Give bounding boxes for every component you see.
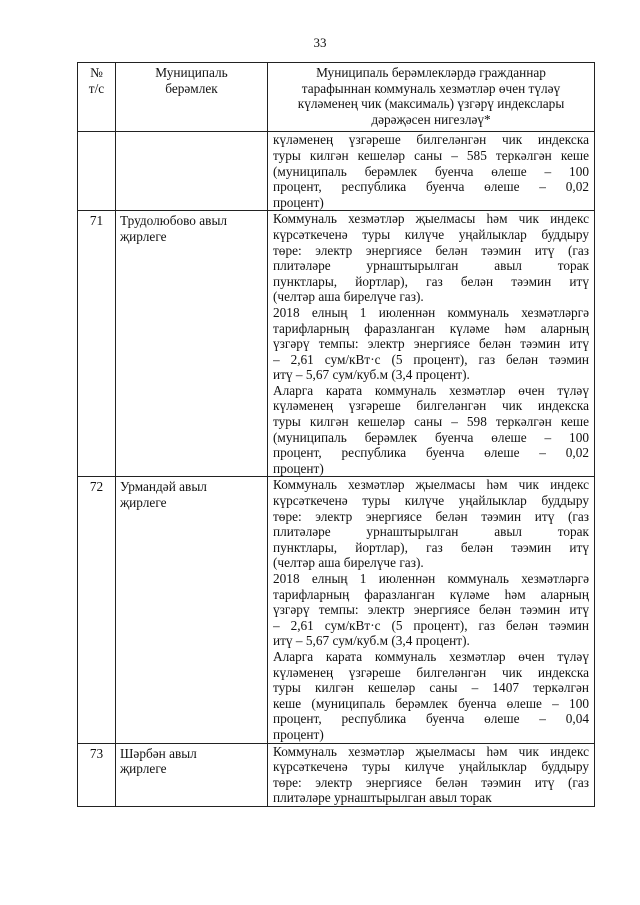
basis-text: [268, 743, 595, 806]
basis-text-line: күләменең үзгәреше билгеләнгән чик индекска: [273, 398, 589, 414]
basis-text-line: пунктлары, йортлар), газ белән тәэмин итү: [273, 539, 589, 555]
table-row: [78, 211, 595, 477]
basis-text-line: итү – 5,67 сум/куб.м (3,4 процент).: [273, 367, 470, 383]
table-row: [78, 132, 595, 211]
basis-text-line: туры килгән кешеләр саны – 598 теркәлгән кеше: [273, 414, 589, 430]
basis-text-line: (челтәр аша бирелүче газ).: [273, 289, 424, 305]
table-row: [78, 743, 595, 806]
basis-text-line: (муниципаль берәмлек буенча өлеше – 100: [273, 429, 589, 445]
row-number: 73: [78, 743, 116, 806]
municipality-table: [77, 62, 595, 807]
table-row: [78, 477, 595, 743]
basis-text-line: төре: электр энергиясе белән тәэмин итү (газ: [273, 774, 589, 790]
basis-text-line: процент, республика буенча өлеше – 0,04: [273, 711, 589, 727]
basis-text-line: плитәләре урнаштырылган авыл торак: [273, 258, 589, 274]
basis-text-line: Коммуналь хезмәтләр җыелмасы һәм чик индекс: [273, 743, 589, 759]
basis-text-line: туры килгән кешеләр саны – 585 теркәлгән кеше: [273, 147, 589, 163]
basis-text-line: үзгәрү темпы: электр энергиясе белән тәэмин итү: [273, 336, 589, 352]
basis-text-line: плитәләре урнаштырылган авыл торак: [273, 524, 589, 540]
municipality-name: [116, 132, 268, 211]
basis-text-line: Коммуналь хезмәтләр җыелмасы һәм чик индекс: [273, 477, 589, 493]
basis-text-line: процент, республика буенча өлеше – 0,02: [273, 179, 589, 195]
basis-text-line: тарифларның фаразланган күләме һәм аларның: [273, 320, 589, 336]
basis-text-line: – 2,61 сум/кВт·с (5 процент), газ белән тәэмин: [273, 351, 589, 367]
header-municipality-line: берәмлек: [165, 80, 218, 96]
basis-text: [268, 211, 595, 477]
basis-text-line: күләменең үзгәреше билгеләнгән чик индекска: [273, 132, 589, 148]
page-number: 33: [313, 35, 327, 50]
basis-text-line: пунктлары, йортлар), газ белән тәэмин итү: [273, 273, 589, 289]
header-basis-line: дәрәҗәсен нигезләү*: [371, 111, 491, 127]
header-basis-line: тарафыннан коммуналь хезмәтләр өчен түләү: [301, 80, 561, 96]
basis-text-line: итү – 5,67 сум/куб.м (3,4 процент).: [273, 633, 470, 649]
row-number: 71: [78, 211, 116, 477]
municipality-name-line: җирлеге: [120, 761, 167, 777]
header-number: [78, 63, 116, 132]
header-municipality: [116, 63, 268, 132]
row-number: [78, 132, 116, 211]
header-basis-line: күләменең чик (максималь) үзгәрү индекслары: [297, 96, 565, 112]
basis-text-line: (челтәр аша бирелүче газ).: [273, 555, 424, 571]
basis-text-line: тарифларның фаразланган күләме һәм аларның: [273, 586, 589, 602]
basis-text-line: процент): [273, 460, 324, 476]
basis-text-line: процент): [273, 194, 324, 210]
basis-text-line: 2018 елның 1 июленнән коммуналь хезмәтләргә: [273, 571, 589, 586]
municipality-name: [116, 211, 268, 477]
municipality-name-line: җирлеге: [120, 495, 167, 511]
basis-text-line: төре: электр энергиясе белән тәэмин итү (газ: [273, 508, 589, 524]
municipality-name: [116, 743, 268, 806]
basis-text: [268, 477, 595, 743]
basis-text-line: күләменең үзгәреше билгеләнгән чик индекска: [273, 664, 589, 680]
header-number-line: №: [90, 65, 103, 80]
table-header-row: [78, 63, 595, 132]
header-basis: [268, 63, 595, 132]
header-municipality-line: Муниципаль: [155, 65, 228, 80]
basis-text-line: кеше (муниципаль берәмлек буенча өлеше – 100: [273, 695, 589, 711]
row-number: 72: [78, 477, 116, 743]
basis-text-line: күрсәткеченә туры килүче уңайлыклар буддыру: [273, 226, 589, 242]
municipality-name: [116, 477, 268, 743]
header-basis-line: Муниципаль берәмлекләрдә гражданнар: [316, 65, 546, 80]
header-number-line: т/с: [88, 80, 105, 96]
basis-text-line: Аларга карата коммуналь хезмәтләр өчен түләү: [273, 382, 589, 398]
basis-text-line: процент, республика буенча өлеше – 0,02: [273, 445, 589, 461]
municipality-name-line: җирлеге: [120, 228, 167, 244]
basis-text-line: Коммуналь хезмәтләр җыелмасы һәм чик индекс: [273, 211, 589, 227]
basis-text-line: Аларга карата коммуналь хезмәтләр өчен түләү: [273, 648, 589, 664]
basis-text-line: (муниципаль берәмлек буенча өлеше – 100: [273, 163, 589, 179]
basis-text-line: күрсәткеченә туры килүче уңайлыклар буддыру: [273, 493, 589, 509]
basis-text-line: плитәләре урнаштырылган авыл торак: [273, 790, 492, 806]
basis-text-line: төре: электр энергиясе белән тәэмин итү (газ: [273, 242, 589, 258]
basis-text-line: 2018 елның 1 июленнән коммуналь хезмәтләргә: [273, 304, 589, 320]
basis-text-line: процент): [273, 726, 324, 742]
municipality-name-line: Урмандәй авыл: [120, 479, 207, 495]
basis-text-line: – 2,61 сум/кВт·с (5 процент), газ белән тәэмин: [273, 617, 589, 633]
basis-text-line: туры килгән кешеләр саны – 1407 теркәлгән: [273, 680, 589, 696]
municipality-name-line: Шәрбән авыл: [120, 745, 197, 761]
basis-text-line: күрсәткеченә туры килүче уңайлыклар буддыру: [273, 759, 589, 775]
municipality-name-line: Трудолюбово авыл: [120, 213, 228, 229]
basis-text: [268, 132, 595, 211]
basis-text-line: үзгәрү темпы: электр энергиясе белән тәэмин итү: [273, 602, 589, 618]
